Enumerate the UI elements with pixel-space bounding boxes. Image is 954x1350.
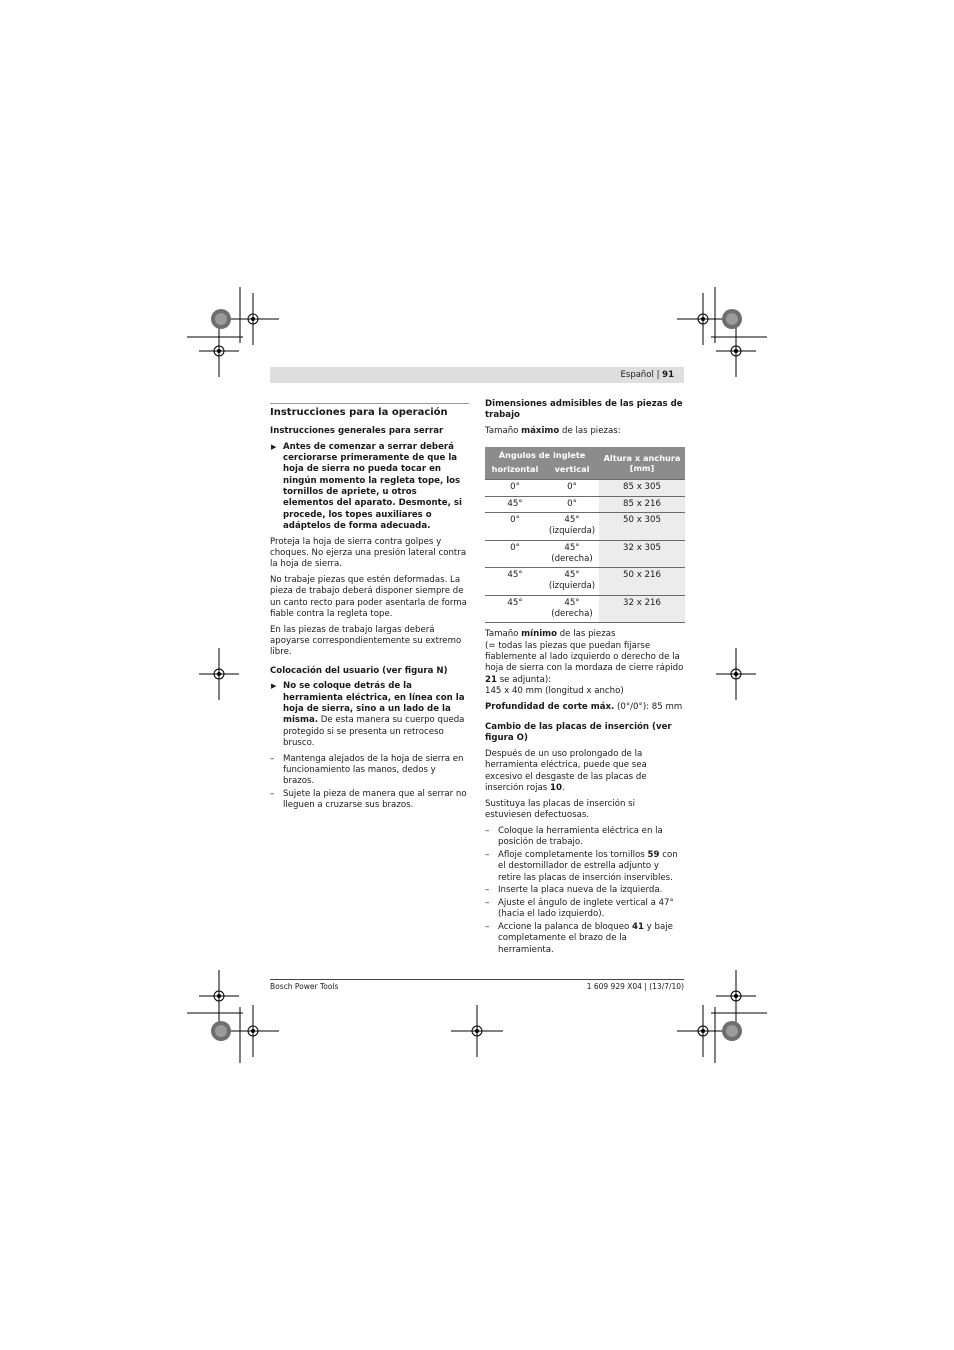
cell-horizontal: 45° <box>485 568 545 596</box>
table-row <box>485 568 685 596</box>
table-row <box>485 512 685 540</box>
table-body <box>485 480 685 623</box>
cut-depth-line <box>485 702 684 713</box>
insert-paragraph-wear <box>485 749 684 794</box>
cell-vertical-angle: 45° <box>564 542 580 553</box>
dimensions-table <box>485 447 685 623</box>
list-item <box>485 922 684 956</box>
table-row <box>485 496 685 512</box>
min-size-post: de las piezas <box>557 629 616 640</box>
cell-vertical-angle: 45° <box>564 570 580 581</box>
cell-vertical <box>545 480 599 496</box>
insert-plates-title: Cambio de las placas de inserción (ver figura O) <box>485 721 672 744</box>
table-row <box>485 540 685 568</box>
paragraph-long-pieces: En las piezas de trabajo largas deberá apoyarse correspondientemente su extremo libre. <box>270 624 462 658</box>
bullet-triangle-icon: ▶ <box>271 682 277 691</box>
cell-size: 50 x 305 <box>599 512 685 540</box>
header-horizontal: horizontal <box>485 462 545 480</box>
list-item <box>485 885 684 896</box>
header-size: Altura x anchura [mm] <box>599 447 685 480</box>
min-size-desc-a: (= todas las piezas que puedan fijarse fiablemente al lado izquierdo o derecho de la hoja de sierra con la mordaza de cierre rápido <box>485 640 684 674</box>
cell-horizontal: 45° <box>485 595 545 623</box>
header-language: Español <box>620 370 654 380</box>
max-size-bold: máximo <box>521 426 560 437</box>
cell-size: 50 x 216 <box>599 568 685 596</box>
section-title: Instrucciones para la operación <box>270 403 469 419</box>
header-text: Español | 91 <box>620 370 674 380</box>
insert-para1-num: 10 <box>549 782 562 793</box>
page-header <box>270 367 684 383</box>
cell-vertical-note: (derecha) <box>551 553 593 564</box>
cell-vertical-angle: 0° <box>567 482 577 493</box>
dimensions-title: Dimensiones admisibles de las piezas de trabajo <box>485 399 683 421</box>
dash-marker: – <box>270 753 275 764</box>
list-item-number: 41 <box>631 922 644 933</box>
insert-para1-a: Después de un uso prolongado de la herramienta eléctrica, puede que sea excesivo el desgaste de las placas de inserción rojas <box>485 749 647 793</box>
list-item <box>270 754 469 788</box>
list-item-text: Mantenga alejados de la hoja de sierra en funcionamiento las manos, dedos y brazos. <box>283 753 464 787</box>
warning-bullet-position <box>270 681 469 749</box>
list-item-text: Inserte la placa nueva de la izquierda. <box>498 885 663 896</box>
cell-horizontal: 0° <box>485 512 545 540</box>
bullet-triangle-icon: ▶ <box>271 442 277 451</box>
cell-vertical <box>545 512 599 540</box>
list-item-number: 59 <box>647 849 660 860</box>
min-size-description <box>485 641 684 686</box>
min-size-bold: mínimo <box>521 629 557 640</box>
dash-marker: – <box>485 885 490 896</box>
warning-bullet-saw-blade <box>270 442 469 532</box>
cut-depth-label: Profundidad de corte máx. <box>485 701 615 712</box>
dash-marker: – <box>270 789 275 800</box>
right-column <box>485 399 684 958</box>
table-row <box>485 595 685 623</box>
bullet-bold-text: No se coloque detrás de la herramienta eléctrica, en línea con la hoja de sierra, sino a un lado de la misma. <box>283 681 465 726</box>
max-size-line <box>485 426 684 437</box>
cut-depth-value: (0°/0°): 85 mm <box>614 701 683 712</box>
left-column <box>270 403 469 813</box>
list-item-text: y baje completamente el brazo de la herramienta. <box>498 922 673 955</box>
max-size-pre: Tamaño <box>485 426 522 437</box>
cell-vertical <box>545 568 599 596</box>
list-item-text: Afloje completamente los tornillos <box>498 849 648 860</box>
cell-horizontal: 0° <box>485 540 545 568</box>
cell-size: 85 x 305 <box>599 480 685 496</box>
cell-vertical <box>545 496 599 512</box>
min-size-line <box>485 629 684 640</box>
paragraph-protect-blade: Proteja la hoja de sierra contra golpes y choques. No ejerza una presión lateral contra la hoja de sierra. <box>270 536 467 570</box>
min-size-value: 145 x 40 mm (longitud x ancho) <box>485 685 624 696</box>
dash-marker: – <box>485 922 490 933</box>
table-row <box>485 480 685 496</box>
cell-vertical-note: (izquierda) <box>548 581 596 592</box>
insert-paragraph-replace: Sustituya las placas de inserción si estuviesen defectuosas. <box>485 798 636 821</box>
list-item <box>485 898 684 921</box>
list-item-text: Accione la palanca de bloqueo <box>498 922 632 933</box>
cell-vertical <box>545 540 599 568</box>
header-vertical: vertical <box>545 462 599 480</box>
min-size-desc-b: se adjunta): <box>496 674 552 685</box>
insert-para1-b: . <box>561 782 565 793</box>
bullet-text: Antes de comenzar a serrar deberá cerciorarse primeramente de que la hoja de sierra no pueda tocar en ningún momento la regleta tope, los tornillos de apriete, u otros elementos del aparato. Desmonte, si procede, los topes auxiliares o adáptelos de forma adecuada. <box>283 441 462 531</box>
list-item <box>485 850 684 884</box>
page-number: 91 <box>662 370 674 380</box>
list-item <box>270 789 469 812</box>
bullet-text: De esta manera su cuerpo queda protegido si se presenta un retroceso brusco. <box>283 715 465 748</box>
cell-size: 85 x 216 <box>599 496 685 512</box>
min-size-pre: Tamaño <box>485 629 522 640</box>
cell-vertical-note: (derecha) <box>551 609 593 620</box>
general-instructions-title: Instrucciones generales para serrar <box>270 426 444 436</box>
paragraph-deformed-pieces: No trabaje piezas que estén deformadas. La pieza de trabajo deberá disponer siempre de un canto recto para poder asentarla de forma fiable contra la regleta tope. <box>270 575 467 619</box>
footer-document-id: 1 609 929 X04 | (13/7/10) <box>586 982 684 991</box>
cell-vertical-note: (izquierda) <box>548 526 596 537</box>
footer-divider <box>270 979 684 980</box>
cell-horizontal: 0° <box>485 480 545 496</box>
footer-brand: Bosch Power Tools <box>270 982 339 991</box>
list-item <box>485 826 684 849</box>
dash-marker: – <box>485 849 490 860</box>
max-size-post: de las piezas: <box>559 426 621 437</box>
user-position-title: Colocación del usuario (ver figura N) <box>270 665 448 676</box>
cell-size: 32 x 216 <box>599 595 685 623</box>
cell-horizontal: 45° <box>485 496 545 512</box>
dash-marker: – <box>485 898 490 909</box>
cell-vertical-angle: 0° <box>567 498 577 509</box>
list-item-text: Ajuste el ángulo de inglete vertical a 47° (hacia el lado izquierdo). <box>498 898 674 920</box>
cell-vertical <box>545 595 599 623</box>
list-item-text: Sujete la pieza de manera que al serrar no lleguen a cruzarse sus brazos. <box>283 789 467 811</box>
header-angles: Ángulos de inglete <box>485 447 599 462</box>
cell-vertical-angle: 45° <box>564 597 580 608</box>
list-item-text: Coloque la herramienta eléctrica en la posición de trabajo. <box>498 825 663 848</box>
dash-marker: – <box>485 825 490 836</box>
cell-vertical-angle: 45° <box>564 514 580 525</box>
cell-size: 32 x 305 <box>599 540 685 568</box>
list-item-text: con el destornillador de estrella adjunto y retire las placas de inserción inservibles. <box>498 849 678 883</box>
min-size-desc-num: 21 <box>485 674 497 685</box>
